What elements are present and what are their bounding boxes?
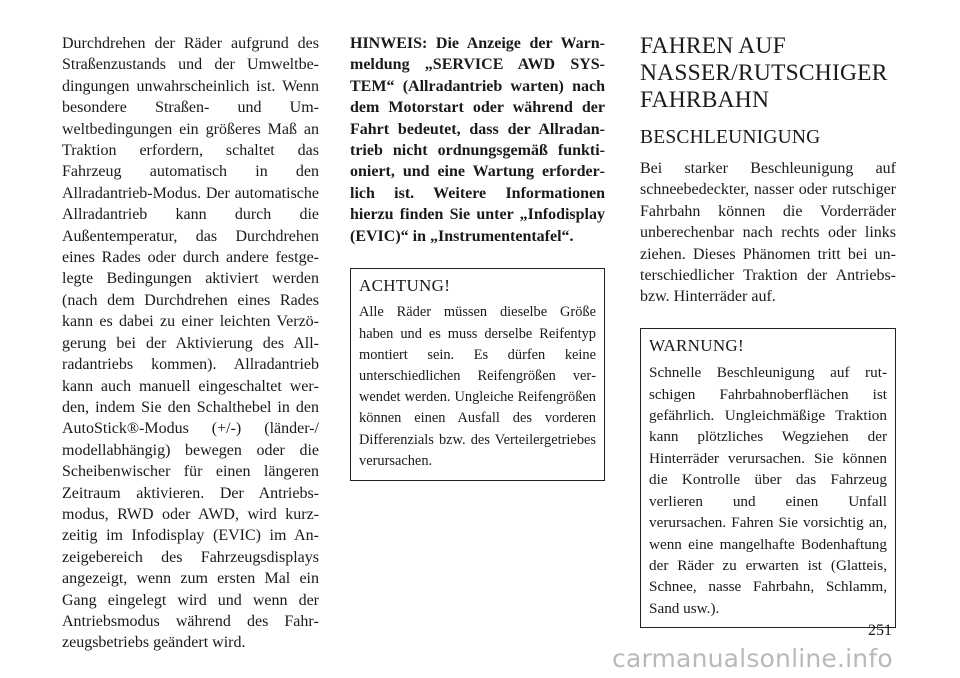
acceleration-paragraph: Bei starker Beschleunigung auf schneebedeckter, nasser oder rutschiger Fahrbahn können die Vorderräder unberechenbar nach rechts oder links ziehen. Dieses Phänomen tritt bei unterschiedlicher Traktion der Antriebs- bzw. Hinterräder auf. — [640, 160, 896, 306]
caution-text: Alle Räder müssen dieselbe Größe haben und es muss derselbe Reifentyp montiert sein. Es dürfen keine unterschiedlichen Reifengrößen verwendet werden. Ungleiche Reifengrößen können einen Ausfall des vorderen Differenzials bzw. des Verteilergetriebes verursachen. — [359, 304, 596, 469]
warning-box — [640, 328, 896, 628]
watermark: carmanualsonline.info — [612, 644, 893, 673]
body-paragraph: Durchdrehen der Räder aufgrund des Straßenzustands und der Umweltbedingungen unwahrscheinlich ist. Wenn besondere Straßen- und Umweltbedingungen ein größeres Maß an Traktion erfordern, schaltet das Fahrzeug automatisch in den Allradantrieb-Modus. Der automatische Allradantrieb kann durch die Außentemperatur, das Durchdrehen eines Rades oder durch andere festgelegte Bedingungen aktiviert werden (nach dem Durchdrehen eines Rades kann es dabei zu einer leichten Verzögerung bei der Aktivierung des Allradantriebs kommen). Allradantrieb kann auch manuell eingeschaltet werden, indem Sie den Schalthebel in den AutoStick®-Modus (+/-) (länder-/ modellabhängig) bewegen oder die Scheibenwischer für einen längeren Zeitraum aktivieren. Der Antriebsmodus, RWD oder AWD, wird kurzzeitig im Infodisplay (EVIC) im Anzeigebereich des Fahrzeugsdisplays angezeigt, wenn zum ersten Mal ein Gang eingelegt wird und wenn der Antriebsmodus während des Fahrzeugsbetriebs geändert wird. — [62, 35, 319, 652]
warning-title: WARNUNG! — [649, 335, 744, 355]
page-number: 251 — [868, 622, 892, 639]
left-column — [62, 33, 319, 654]
right-column — [640, 33, 896, 628]
subsection-heading: BESCHLEUNIGUNG — [640, 127, 821, 148]
middle-column — [350, 33, 605, 481]
section-heading: FAHREN AUF NASSER/RUTSCHIGER FAHRBAHN — [640, 33, 888, 113]
caution-box — [350, 268, 605, 481]
caution-title: ACHTUNG! — [359, 276, 451, 296]
service-awd-note: HINWEIS: Die Anzeige der Warnmeldung „SERVICE AWD SYSTEM“ (Allradantrieb warten) nach dem Motorstart oder während der Fahrt bedeutet, dass der Allradantrieb nicht ordnungsgemäß funktioniert, und eine Wartung erforderlich ist. Weitere Informationen hierzu finden Sie unter „Infodisplay (EVIC)“ in „Instrumententafel“. — [350, 35, 605, 245]
warning-text: Schnelle Beschleunigung auf rutschigen Fahrbahnoberflächen ist gefährlich. Ungleichmäßige Traktion kann plötzliches Wegziehen der Hinterräder verursachen. Sie können die Kontrolle über das Fahrzeug verlieren und einen Unfall verursachen. Fahren Sie vorsichtig an, wenn eine mangelhafte Bodenhaftung der Räder zu erwarten ist (Glatteis, Schnee, nasse Fahrbahn, Schlamm, Sand usw.). — [649, 364, 887, 617]
